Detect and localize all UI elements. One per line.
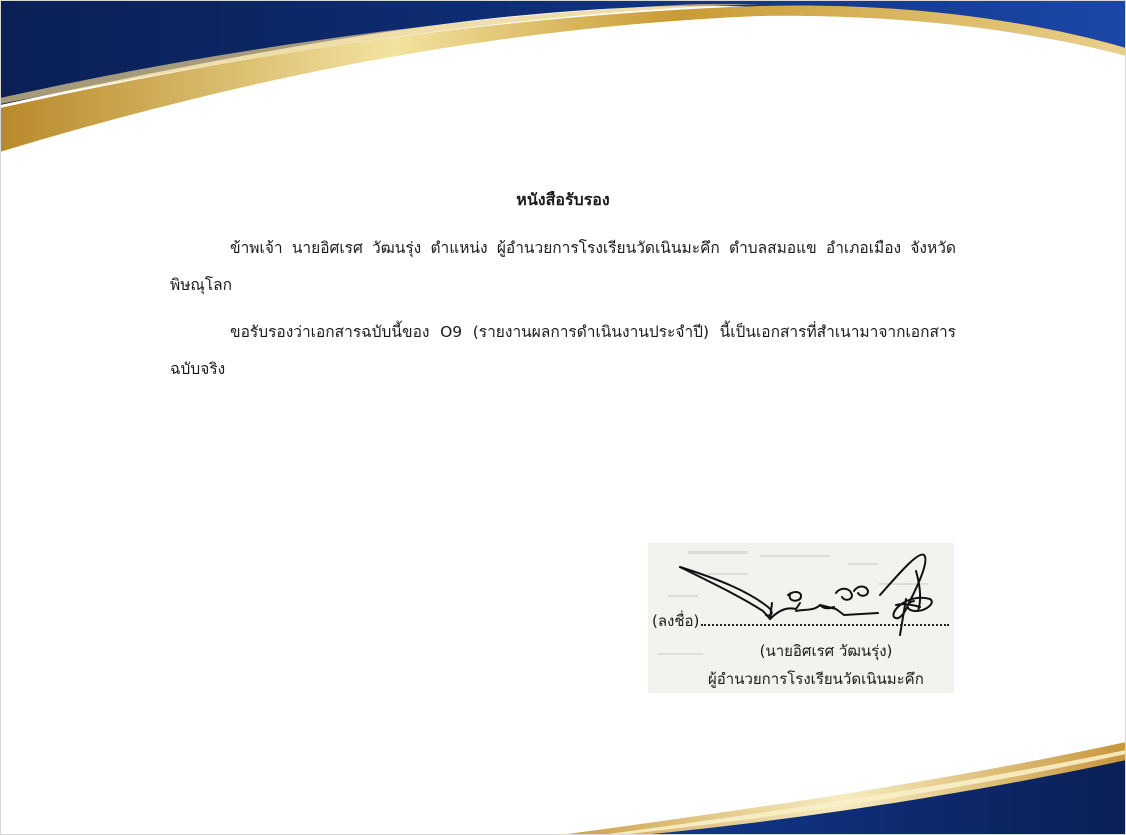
signature-block	[648, 543, 954, 693]
sign-line	[652, 609, 949, 633]
paragraph-declarant	[170, 230, 956, 304]
signer-name: (นายอิศเรศ วัฒนรุ่ง)	[759, 642, 893, 660]
signer-position: ผู้อำนวยการโรงเรียนวัดเนินมะคึก	[708, 670, 924, 688]
sign-label: (ลงชื่อ)	[652, 612, 700, 630]
paragraph-2-text: ขอรับรองว่าเอกสารฉบับนี้ของ O9 (รายงานผลการดำเนินงานประจำปี) นี้เป็นเอกสารที่สำเนามาจากเอกสารฉบับจริง	[170, 323, 956, 378]
paragraph-1-text: ข้าพเจ้า นายอิศเรศ วัฒนรุ่ง ตำแหน่ง ผู้อำนวยการโรงเรียนวัดเนินมะคึก ตำบลสมอแข อำเภอเมือง จังหวัดพิษณุโลก	[170, 239, 956, 294]
paragraph-certification	[170, 314, 956, 388]
signature-dotted-line	[701, 612, 949, 626]
document-title: หนังสือรับรอง	[516, 190, 610, 209]
